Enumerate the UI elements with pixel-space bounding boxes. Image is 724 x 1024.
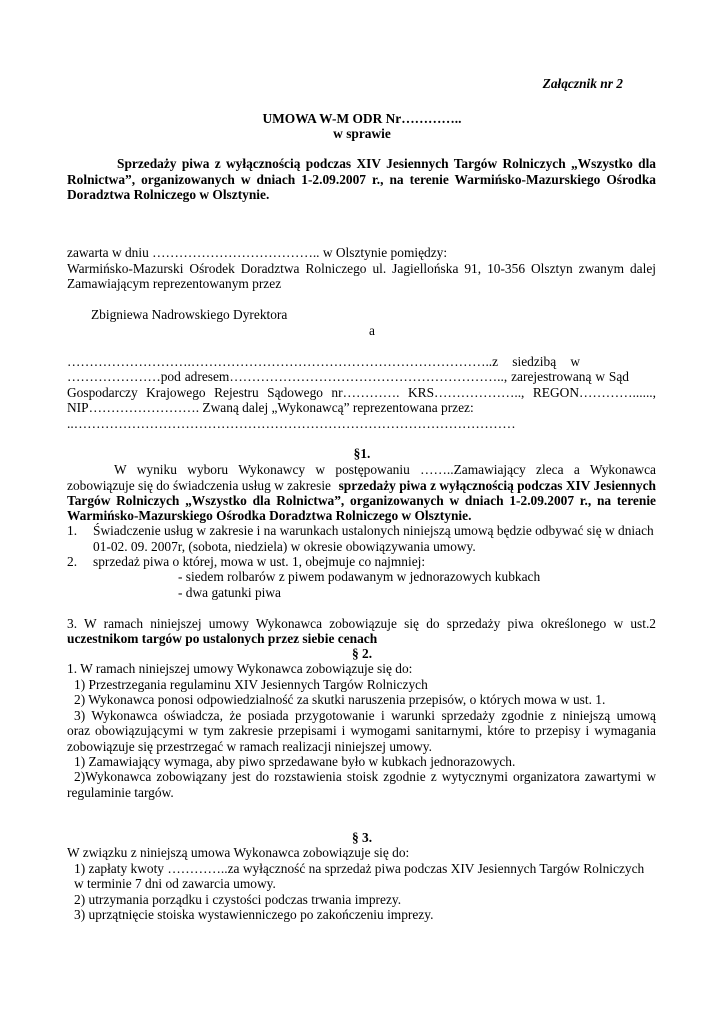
section-1-para-line-2-bold: sprzedaży piwa z wyłącznością podczas XIV Jesiennych — [338, 478, 656, 493]
section-2-item-1: 1) Przestrzegania regulaminu XIV Jesiennych Targów Rolniczych — [74, 677, 428, 692]
contract-title: UMOWA W-M ODR Nr………….. — [262, 111, 462, 126]
section-1-item-2-line-1: sprzedaż piwa o której, mowa w ust. 1, obejmuje co najmniej: — [93, 554, 426, 569]
section-1-item-2-bullet-a: - siedem rolbarów z piwem podawanym w jednorazowych kubkach — [178, 569, 541, 584]
section-2-item-5-line-1: 2)Wykonawca zobowiązany jest do rozstawienia stoisk zgodnie z wytycznymi organizatora zawartymi w — [74, 769, 656, 784]
and-connector: a — [369, 323, 375, 338]
section-2-item-3-line-1: 3) Wykonawca oświadcza, że posiada przygotowanie i warunki sprzedaży zgodnie z niniejszą umową — [74, 708, 656, 723]
section-3-item-3: 3) uprzątnięcie stoiska wystawienniczego po zakończeniu imprezy. — [74, 907, 434, 922]
contract-title-subtitle: w sprawie — [333, 126, 391, 141]
section-1-para-line-2-normal: zobowiązuje się do świadczenia usług w zakresie — [67, 478, 331, 493]
section-3-heading: § 3. — [351, 830, 373, 845]
representative-blank-line: ..……………………………………………………………………………………… — [67, 416, 516, 431]
section-1-item-1-number: 1. — [67, 523, 78, 538]
subject-line-2: Rolnictwa”, organizowanych w dniach 1-2.09.2007 r., na terenie Warmińsko-Mazurskiego Ośrodka — [67, 172, 656, 187]
section-2-item-2: 2) Wykonawca ponosi odpowiedzialność za skutki naruszenia przepisów, o których mowa w ust. 1. — [74, 692, 606, 707]
attachment-label: Załącznik nr 2 — [542, 76, 623, 91]
section-1-item-2-number: 2. — [67, 554, 78, 569]
section-1-heading: §1. — [353, 446, 371, 461]
section-2-intro: 1. W ramach niniejszej umowy Wykonawca zobowiązuje się do: — [67, 661, 413, 676]
section-1-para-line-4: Warmińsko-Mazurskiego Ośrodka Doradztwa Rolniczego w Olsztynie. — [67, 508, 472, 523]
contractor-address-blank-line: …………………pod adresem…………………………………………………….., zarejestrowaną w Sąd — [67, 369, 629, 384]
section-1-item-1-line-1: Świadczenie usług w zakresie i na warunkach ustalonych niniejszą umową będzie odbywać się w dniach — [93, 523, 654, 538]
nip-line: NIP……………………. Zwaną dalej „Wykonawcą” reprezentowana przez: — [67, 400, 474, 415]
section-3-item-2: 2) utrzymania porządku i czystości podczas trwania imprezy. — [74, 892, 402, 907]
subject-line-3: Doradztwa Rolniczego w Olsztynie. — [67, 187, 270, 202]
section-2-item-3-line-3: zobowiązuje się przestrzegać w ramach realizacji niniejszej umowy. — [67, 739, 432, 754]
section-2-item-4: 1) Zamawiający wymaga, aby piwo sprzedawane było w kubkach jednorazowych. — [74, 754, 516, 769]
section-1-para-line-1: W wyniku wyboru Wykonawcy w postępowaniu ……..Zamawiający zleca a Wykonawca — [114, 462, 656, 477]
section-2-item-5-line-2: regulaminie targów. — [67, 785, 174, 800]
represented-by-line: Zamawiającym reprezentowanym przez — [67, 276, 282, 291]
subject-line-1: Sprzedaży piwa z wyłącznością podczas XIV Jesiennych Targów Rolniczych „Wszystko dla — [117, 156, 656, 171]
section-1-para-line-2 — [67, 478, 656, 494]
section-3-item-1-line-2: w terminie 7 dni od zawarcia umowy. — [74, 876, 276, 891]
section-1-item-2-bullet-b: - dwa gatunki piwa — [178, 585, 282, 600]
section-3-intro: W związku z niniejszą umowa Wykonawca zobowiązuje się do: — [67, 845, 410, 860]
section-1-point-3-line-1: 3. W ramach niniejszej umowy Wykonawca zobowiązuje się do sprzedaży piwa określonego w ust.2 — [67, 616, 656, 631]
contractor-address-line: Warmińsko-Mazurski Ośrodek Doradztwa Rolniczego ul. Jagiellońska 91, 10-356 Olsztyn zwanym dalej — [67, 261, 656, 276]
registry-line: Gospodarczy Krajowego Rejestru Sądowego nr…………. KRS……………….., REGON…………......, — [67, 385, 656, 400]
section-2-item-3-line-2: oraz obowiązującymi w tym zakresie przepisami i wymogami sanitarnymi, które to przepisy i wymagania — [67, 723, 656, 738]
section-1-point-3-line-2: uczestnikom targów po ustalonych przez siebie cenach — [67, 631, 378, 646]
section-1-para-line-3: Targów Rolniczych „Wszystko dla Rolnictwa”, organizowanych w dniach 1-2.09.2007 r., na terenie — [67, 493, 656, 508]
section-3-item-1-line-1: 1) zapłaty kwoty …………..za wyłączność na sprzedaż piwa podczas XIV Jesiennych Targów Rolniczych — [74, 861, 645, 876]
contractor-seat-line: ……………………….…………………………………………………………..z siedzibą w — [67, 354, 580, 369]
section-1-item-1-line-2: 01-02. 09. 2007r, (sobota, niedziela) w okresie obowiązywania umowy. — [93, 539, 476, 554]
contract-date-line: zawarta w dniu ……………………………….. w Olsztynie pomiędzy: — [67, 245, 448, 260]
director-name: Zbigniewa Nadrowskiego Dyrektora — [91, 307, 288, 322]
section-2-heading: § 2. — [351, 646, 373, 661]
